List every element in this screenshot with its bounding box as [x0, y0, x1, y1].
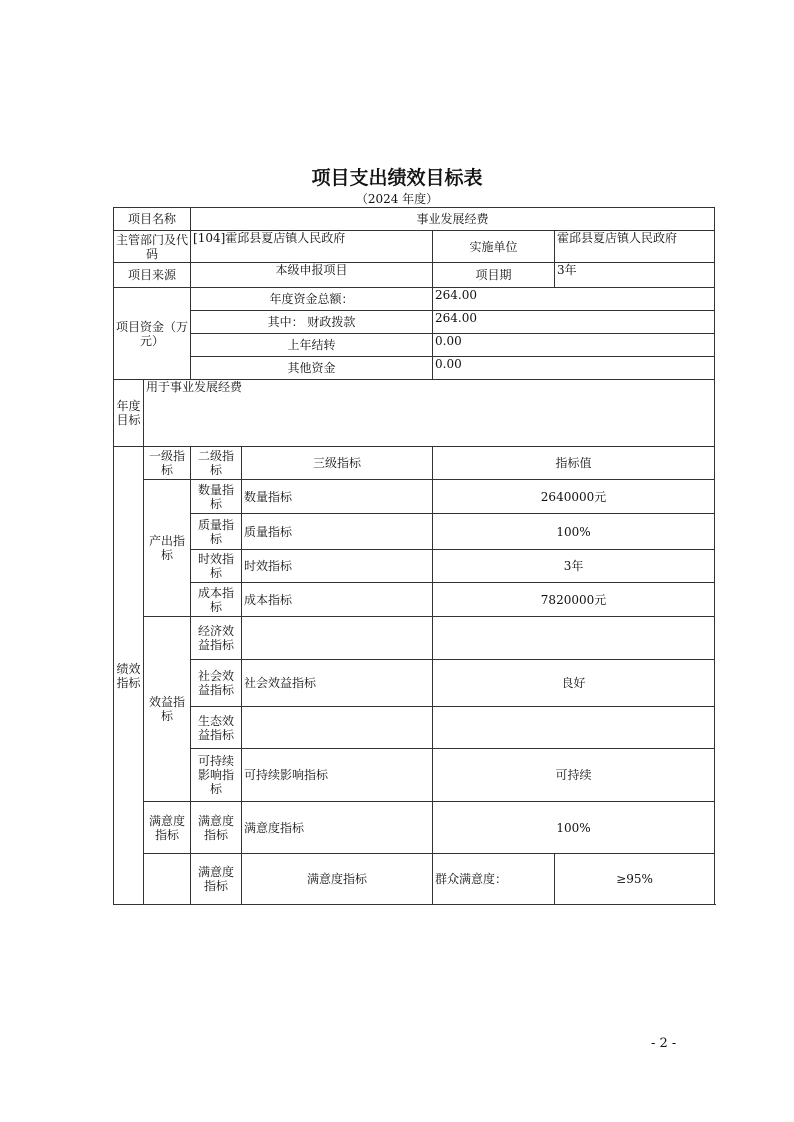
- row-level2: 生态效益指标: [191, 707, 242, 749]
- row-level2: 满意度指标: [191, 802, 242, 854]
- output-indicator-label: 产出指标: [144, 480, 191, 617]
- page-title: 项目支出绩效目标表: [311, 167, 483, 189]
- annual-goal-value: 用于事业发展经费: [144, 380, 715, 447]
- row-level2: 数量指标: [191, 480, 242, 514]
- indicators-section-label: 绩效指标: [114, 447, 144, 905]
- impl-unit-value: 霍邱县夏店镇人民政府: [555, 231, 715, 263]
- source-value: 本级申报项目: [191, 263, 433, 288]
- funds-label: 项目资金（万元）: [114, 288, 191, 380]
- row-level3: 成本指标: [242, 583, 433, 617]
- row-value: 100%: [433, 802, 715, 854]
- row-value: 2640000元: [433, 480, 715, 514]
- project-name-value: 事业发展经费: [191, 208, 715, 231]
- row-level2: 成本指标: [191, 583, 242, 617]
- row-level3: 满意度指标: [242, 802, 433, 854]
- header-value: 指标值: [433, 447, 715, 480]
- funds-fiscal-label: 其中： 财政拨款: [191, 311, 433, 334]
- page-subtitle: （2024 年度）: [355, 192, 439, 206]
- header-level3: 三级指标: [242, 447, 433, 480]
- funds-fiscal-value: 264.00: [433, 311, 715, 334]
- funds-other-label: 其他资金: [191, 357, 433, 380]
- row-level3: 社会效益指标: [242, 660, 433, 707]
- header-level1: 一级指标: [144, 447, 191, 480]
- performance-table: [113, 207, 715, 905]
- row-level3: 可持续影响指标: [242, 749, 433, 802]
- row-value: 100%: [433, 514, 715, 550]
- extra-value: ≥95%: [555, 854, 715, 905]
- row-value: 7820000元: [433, 583, 715, 617]
- row-level3: [242, 617, 433, 660]
- row-level3: 质量指标: [242, 514, 433, 550]
- row-level2: 经济效益指标: [191, 617, 242, 660]
- benefit-indicator-label: 效益指标: [144, 617, 191, 802]
- row-value: [433, 617, 715, 660]
- row-value: 良好: [433, 660, 715, 707]
- row-value: 3年: [433, 550, 715, 583]
- row-level3: 数量指标: [242, 480, 433, 514]
- row-value: [433, 707, 715, 749]
- funds-carry-value: 0.00: [433, 334, 715, 357]
- row-level3: 时效指标: [242, 550, 433, 583]
- extra-level1: 满意度指标: [191, 854, 242, 905]
- annual-goal-label: 年度目标: [114, 380, 144, 447]
- row-level2: 质量指标: [191, 514, 242, 550]
- row-level3: [242, 707, 433, 749]
- extra-level3: 群众满意度：: [433, 854, 555, 905]
- source-label: 项目来源: [114, 263, 191, 288]
- header-level2: 二级指标: [191, 447, 242, 480]
- funds-other-value: 0.00: [433, 357, 715, 380]
- extra-empty-cell: [144, 854, 191, 905]
- period-value: 3年: [555, 263, 715, 288]
- row-value: 可持续: [433, 749, 715, 802]
- extra-level2: 满意度指标: [242, 854, 433, 905]
- funds-carry-label: 上年结转: [191, 334, 433, 357]
- row-level2: 时效指标: [191, 550, 242, 583]
- funds-total-value: 264.00: [433, 288, 715, 311]
- satisfaction-indicator-label: 满意度指标: [144, 802, 191, 854]
- page-number: - 2 -: [651, 1036, 677, 1051]
- row-level2: 可持续影响指标: [191, 749, 242, 802]
- impl-unit-label: 实施单位: [433, 231, 555, 263]
- dept-label: 主管部门及代码: [114, 231, 191, 263]
- dept-value: [104]霍邱县夏店镇人民政府: [191, 231, 433, 263]
- period-label: 项目期: [433, 263, 555, 288]
- funds-total-label: 年度资金总额：: [191, 288, 433, 311]
- project-name-label: 项目名称: [114, 208, 191, 231]
- row-level2: 社会效益指标: [191, 660, 242, 707]
